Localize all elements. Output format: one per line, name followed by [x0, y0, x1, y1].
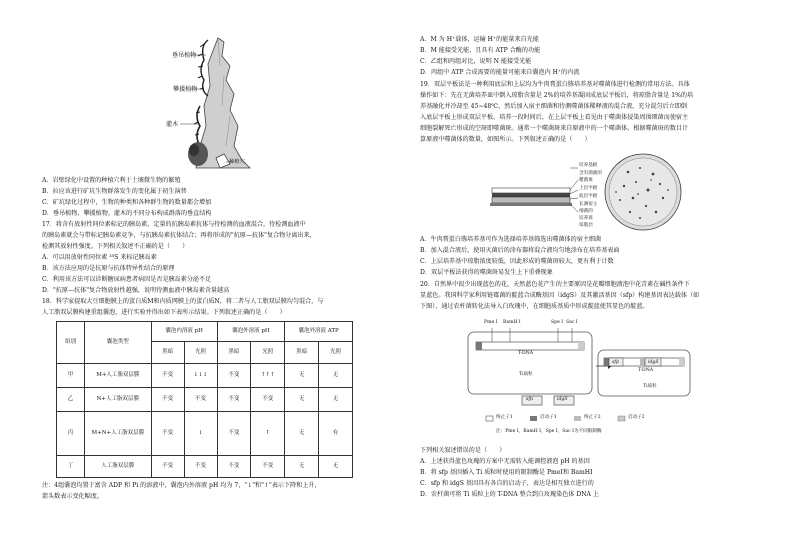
table-cell: 无 [285, 388, 319, 412]
fig19-label: 长满宿主 [579, 202, 598, 207]
q19-stem-line: 19．双层平板法是一种利用底层和上层均为牛肉膏蛋白胨培养基对噬菌体进行检测的常用方法。具体 [420, 81, 690, 88]
legend-promoter-1: 启动子1 [540, 415, 557, 420]
table-subheader-dark: 黑暗 [151, 342, 184, 364]
table-cell: 无 [319, 456, 353, 478]
q19-stem-line: 细胞裂解死亡形成的空斑即噬菌斑。通常一个噬菌斑来自原液中的一个噬菌体。根据噬菌斑的数目计 [420, 125, 689, 132]
legend-promoter-2: 启动子2 [628, 415, 645, 420]
tdna-label: T-DNA [638, 368, 654, 373]
table-cell: ↑↑↑ [251, 364, 285, 388]
fig19-label: 培养基板 [579, 163, 598, 168]
q16-option-a: A．岩壁绿化中设置的种植穴利于土壤微生物的繁殖 [42, 177, 181, 184]
table-subheader-dark: 黑暗 [285, 342, 319, 364]
gene-sfp-label: sfp [612, 360, 619, 365]
q19-stem-line: 入底层平板上形成双层平板。培养一段时间后，在上层平板上看见由于噬菌体侵染周围细菌而使宿主 [420, 114, 689, 121]
table-cell: 不变 [217, 412, 251, 456]
table-header-outside-ph: 囊泡外溶液 pH [217, 322, 285, 342]
table-row [57, 364, 353, 388]
q16-option-c: C．矿坑绿化过程中，生物的种类和各种群生物的数量都会增加 [42, 199, 212, 206]
q17-option-a: A．可以用放射性同位素 ³⁵S 来标记胰岛素 [42, 254, 157, 261]
table-cell: 不变 [217, 364, 251, 388]
table-cell: N+人工脂双层膜 [84, 388, 151, 412]
q20-stem-line: 20．自然界中很少出现蓝色的花，天然蓝色花产生的主要原因是花瓣细胞液泡中花青素在碱性条件下 [420, 281, 690, 288]
table-cell: 人工脂双层膜 [84, 456, 151, 478]
table-cell: 不变 [151, 388, 184, 412]
table-cell: 有 [319, 412, 353, 456]
table-cell: M+人工脂双层膜 [84, 364, 151, 388]
table-cell: 乙 [57, 388, 85, 412]
table-cell: 不变 [251, 388, 285, 412]
restriction-site-bamh1: BamH Ⅰ [503, 320, 521, 325]
table-cell: 无 [285, 456, 319, 478]
q17-option-c: C．利用该方法可以诊断糖尿病患者病因是否是胰岛素分泌不足 [42, 276, 212, 283]
q20-option-d: D．农杆菌可将 Ti 质粒上的 T-DNA 整合到白玫瑰染色体 DNA 上 [420, 491, 599, 498]
fig19-label-agar: 琼脂层 [579, 223, 593, 228]
table-cell: ↓ [184, 412, 217, 456]
table-cell: 不变 [151, 412, 184, 456]
q19-option-d: D．双层平板法获得的噬菌斑易发生上下重叠现象 [420, 269, 553, 276]
q19-stem-line: 操作如下：先在无菌培养皿中倒入琼脂含量是 2%的培养基凝固成底层平板后，将琼脂含量是 1%的培 [420, 92, 694, 99]
table-cell: 不变 [184, 456, 217, 478]
gene-idgs-label: idgS [557, 397, 568, 402]
experiment-table [56, 321, 353, 478]
q17-line: 的胰岛素就会与带标记胰岛素竞争，与抗胰岛素抗体结合；再将形成的"抗原—抗体"复合物分离出来， [42, 232, 316, 239]
q16-option-b: B．拉应该进行矿坑生物群落发生的变化属于初生演替 [42, 188, 187, 195]
legend-terminator-2: 终止子2 [584, 415, 601, 420]
table-cell: 无 [319, 364, 353, 388]
table-header-type: 囊泡类型 [84, 322, 151, 364]
table-cell: 不变 [184, 388, 217, 412]
table-cell: 无 [285, 412, 319, 456]
gene-sfp-label: sfp [526, 397, 533, 402]
legend-terminator-1: 终止子1 [496, 415, 513, 420]
table-cell: 丁 [57, 456, 85, 478]
q17-line: 检测其放射性强度。下列相关叙述不正确的是（ ） [42, 243, 189, 250]
table-header-inside-ph: 囊泡内溶液 pH [151, 322, 217, 342]
q20-stem-line: 下图），通过农杆菌转化法导入白玫瑰中，在细胞质基质中形成靛蓝使其显色的靛蓝。 [420, 303, 649, 310]
table-note-line: 箭头数表示变化幅度。 [42, 493, 103, 500]
table-cell: 不变 [151, 456, 184, 478]
table-cell: 不变 [251, 456, 285, 478]
plasmid-note: 注：Pme Ⅰ，BamH Ⅰ，Spe Ⅰ，Sac Ⅰ为不同限制酶 [496, 429, 602, 434]
q20-option-b: B．将 sfp 基因插入 Ti 质粒时使用的限制酶是 PmeⅠ和 BamHⅠ [420, 469, 593, 476]
q16-option-d: D．垂吊植物、攀援植物、灌木的不同分布构成群落的垂直结构 [42, 210, 212, 217]
table-row [57, 388, 353, 412]
restriction-site-pme1: Pme Ⅰ [484, 320, 498, 325]
ti-plasmid-figure [462, 316, 692, 428]
table-subheader-dark: 黑暗 [217, 342, 251, 364]
table-row [57, 456, 353, 478]
q19-option-b: B．加入混合液后，使用灭菌后的涂布器将混合液均匀地涂布在培养基表面 [420, 247, 620, 254]
q18-option-a: A．M 为 H⁺载体，运输 H⁺的能量来自光能 [420, 36, 539, 43]
fig-label-shrub: 灌木 [166, 121, 179, 128]
fig-label-planting-hole: 种植穴 [229, 159, 245, 165]
q19-stem-line: 算原液中噬菌体的数量，如图所示。下列叙述正确的是（ ） [420, 136, 591, 143]
q18-stem-line: 人工脂双层膜构建重组囊泡，进行实验并得出如下表所示结果。下列叙述正确的是（ ） [42, 309, 286, 316]
q19-stem-line: 养基融化并冷却至 45~48℃，然后加入宿主细菌和待测噬菌体稀释液的混合液，充分混匀后立即倒 [420, 103, 688, 110]
q18-option-b: B．M 能接受光能，且具有 ATP 合酶的功能 [420, 47, 541, 54]
fig19-label: 含有菌液的 [579, 171, 602, 176]
q20-stem-line: 显蓝色。我国科学家利用链霉菌的靛蓝合成酶基因（idgS）及其激活基因（sfp）构建基因表达载体（如 [420, 292, 700, 299]
q18-option-c: C．乙组和丙组对比，说明 N 能接受光能 [420, 58, 532, 65]
q18-option-d: D．丙组中 ATP 合成需要的能量可能来自囊泡内 H⁺的内流 [420, 69, 580, 76]
q17-option-b: B．该方法应用的是抗原与抗体特异性结合的原理 [42, 265, 175, 272]
restriction-site-spe1: Spe Ⅰ [551, 320, 564, 325]
fig19-label: 细菌的 [579, 209, 593, 214]
table-note-line: 注：4组囊泡均置于富含 ADP 和 Pi 的溶液中，囊泡内外溶液 pH 均为 7，"↓"和"↑"表示下降和上升， [42, 482, 321, 489]
table-row [57, 412, 353, 456]
table-subheader-light: 光照 [251, 342, 285, 364]
table-subheader-light: 光照 [319, 342, 353, 364]
table-header-group: 组别 [57, 322, 85, 364]
fig19-label-bottom-plate: 底层平板 [579, 194, 598, 199]
table-header-outside-atp: 囊泡外溶液 ATP [285, 322, 353, 342]
fig19-label-plaque: 噬菌斑 [579, 178, 593, 183]
table-subheader-light: 光照 [184, 342, 217, 364]
table-cell: ↓↓↓ [184, 364, 217, 388]
restriction-site-sac1: Sac Ⅰ [566, 320, 578, 325]
q18-stem-line: 18．科学家提取大豆细胞膜上的蛋白质M和内质网膜上的蛋白质N，将二者与人工脂双层膜均匀混合，与 [42, 298, 324, 305]
q19-option-a: A．牛肉膏蛋白胨培养基可作为选择培养基筛选出噬菌体的宿主细菌 [420, 236, 602, 243]
table-cell: 丙 [57, 412, 85, 456]
table-cell: M+N+人工脂双层膜 [84, 412, 151, 456]
q20-option-c: C．sfp 和 idgS 基因具有各自的启动子，表达是相互独立进行的 [420, 480, 594, 487]
fig-label-hanging-plants: 垂吊植物 [172, 52, 197, 59]
table-cell: 无 [285, 364, 319, 388]
table-cell: ↑ [251, 412, 285, 456]
q19-option-c: C．上层培养基中琼脂浓度较低，因此形成的噬菌斑较大，更有利于计数 [420, 258, 614, 265]
fig19-label-top-plate: 上层平板 [579, 186, 598, 191]
table-cell: 不变 [151, 364, 184, 388]
table-cell: 不变 [217, 456, 251, 478]
table-cell: 不变 [217, 388, 251, 412]
table-cell: 甲 [57, 364, 85, 388]
q20-option-a: A．上述获得蓝色玫瑰的方案中无需转入能调控液泡 pH 的基因 [420, 458, 590, 465]
table-cell: 无 [319, 388, 353, 412]
fig-label-climbing-plants: 攀援植物 [173, 86, 198, 93]
tdna-label: T-DNA [518, 351, 534, 356]
ti-plasmid-label: Ti质粒 [519, 372, 533, 377]
q17-line: 17．将含有放射性同位素标记的胰岛素、定量的抗胰岛素抗体与待检测的血液混合，待检测血液中 [42, 221, 306, 228]
fig19-label-dish: 培养皿 [579, 216, 593, 221]
q17-option-d: D．"抗原—抗体"复合物放射性越强，说明待测血液中胰岛素含量越高 [42, 287, 230, 294]
ti-plasmid-label: Ti质粒 [643, 384, 657, 389]
q20-question: 下列相关叙述错误的是（ ） [420, 447, 506, 454]
gene-idgs-label: idgS [648, 360, 659, 365]
